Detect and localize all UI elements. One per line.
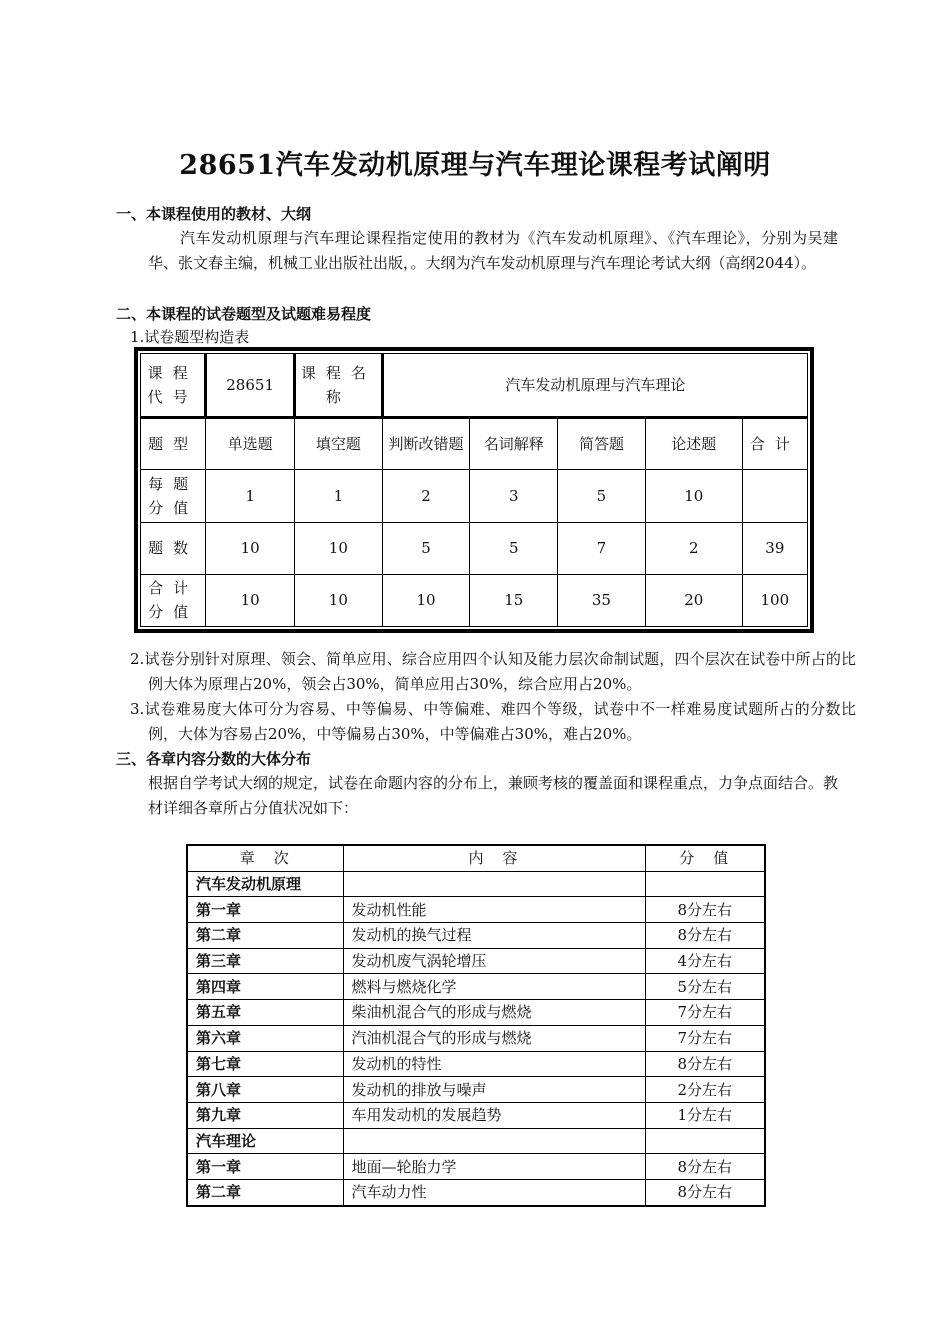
section-2-item-1: 1.试卷题型构造表 <box>130 328 250 346</box>
course-code-value: 28651 <box>206 354 295 418</box>
type-header-cell: 单选题 <box>206 418 295 470</box>
page-title: 28651汽车发动机原理与汽车理论课程考试阐明 <box>179 150 771 181</box>
type-header-cell: 填空题 <box>294 418 382 470</box>
content-cell: 发动机废气涡轮增压 <box>343 948 645 974</box>
table-cell: 5 <box>470 522 558 574</box>
table-row <box>187 974 765 1000</box>
table-header-row <box>187 845 765 871</box>
content-cell: 车用发动机的发展趋势 <box>343 1102 645 1128</box>
table-row <box>187 1179 765 1205</box>
section-3-heading: 三、各章内容分数的大体分布 <box>116 750 312 768</box>
chapter-cell: 第八章 <box>187 1077 343 1103</box>
table-cell: 10 <box>294 574 382 626</box>
content-cell: 发动机的特性 <box>343 1051 645 1077</box>
table-cell: 15 <box>470 574 558 626</box>
section-1-heading: 一、本课程使用的教材、大纲 <box>116 205 312 223</box>
table-cell: 10 <box>294 522 382 574</box>
table-row <box>141 354 808 418</box>
chapter-cell: 第六章 <box>187 1025 343 1051</box>
table-cell: 5 <box>382 522 470 574</box>
table-cell: 35 <box>558 574 646 626</box>
course-name-label: 课程名称 <box>294 354 382 418</box>
table-row <box>187 923 765 949</box>
chapter-cell: 第二章 <box>187 1179 343 1205</box>
content-cell: 地面—轮胎力学 <box>343 1154 645 1180</box>
group-row <box>187 871 765 897</box>
score-cell: 8分左右 <box>645 923 765 949</box>
chapter-cell: 第一章 <box>187 897 343 923</box>
score-cell: 1分左右 <box>645 1102 765 1128</box>
chapter-cell: 第九章 <box>187 1102 343 1128</box>
table-row <box>141 418 808 470</box>
score-cell: 7分左右 <box>645 1000 765 1026</box>
content-cell: 发动机的排放与噪声 <box>343 1077 645 1103</box>
course-code-label: 课程代号 <box>141 354 206 418</box>
type-header-cell: 论述题 <box>645 418 742 470</box>
table-cell: 1 <box>294 470 382 522</box>
section-3-text: 根据自学考试大纲的规定，试卷在命题内容的分布上，兼顾考核的覆盖面和课程重点，力争点面结合。教材详细各章所占分值状况如下： <box>148 774 839 817</box>
table-cell: 2 <box>645 522 742 574</box>
chapter-cell: 第五章 <box>187 1000 343 1026</box>
question-type-table-frame <box>134 347 814 633</box>
score-cell: 2分左右 <box>645 1077 765 1103</box>
score-cell <box>645 1128 765 1154</box>
table-row <box>187 897 765 923</box>
table-header-cell: 分 值 <box>645 845 765 871</box>
row-label: 题数 <box>141 522 206 574</box>
content-cell: 燃料与燃烧化学 <box>343 974 645 1000</box>
chapter-cell: 汽车发动机原理 <box>187 871 343 897</box>
type-header-cell: 名词解释 <box>470 418 558 470</box>
content-cell: 发动机的换气过程 <box>343 923 645 949</box>
table-cell: 20 <box>645 574 742 626</box>
table-row <box>187 1025 765 1051</box>
table-cell: 2 <box>382 470 470 522</box>
group-row <box>187 1128 765 1154</box>
table-row <box>187 1000 765 1026</box>
score-cell: 4分左右 <box>645 948 765 974</box>
table-cell: 10 <box>206 522 295 574</box>
score-cell: 8分左右 <box>645 1179 765 1205</box>
table-cell: 10 <box>382 574 470 626</box>
section-2-item-3: 3.试卷难易度大体可分为容易、中等偏易、中等偏难、难四个等级，试卷中不一样难易度试题所占的分数比例，大体为容易占20%，中等偏易占30%，中等偏难占30%，难占20%。 <box>130 700 856 743</box>
table-cell: 5 <box>558 470 646 522</box>
score-cell: 8分左右 <box>645 1051 765 1077</box>
course-name-value: 汽车发动机原理与汽车理论 <box>382 354 807 418</box>
section-2-item-2: 2.试卷分别针对原理、领会、简单应用、综合应用四个认知及能力层次命制试题，四个层次在试卷中所占的比例大体为原理占20%，领会占30%，简单应用占30%，综合应用占20%。 <box>130 650 856 693</box>
score-cell <box>645 871 765 897</box>
table-cell <box>742 470 807 522</box>
table-header-cell: 内 容 <box>343 845 645 871</box>
type-header-cell: 简答题 <box>558 418 646 470</box>
chapter-score-table <box>186 844 766 1207</box>
chapter-cell: 第四章 <box>187 974 343 1000</box>
table-header-cell: 章 次 <box>187 845 343 871</box>
table-row <box>187 1102 765 1128</box>
type-header-cell: 判断改错题 <box>382 418 470 470</box>
table-cell: 39 <box>742 522 807 574</box>
table-cell: 100 <box>742 574 807 626</box>
table-row <box>187 948 765 974</box>
question-type-table <box>140 353 808 627</box>
table-row <box>187 1154 765 1180</box>
type-header-cell: 合计 <box>742 418 807 470</box>
chapter-cell: 第二章 <box>187 923 343 949</box>
row-label: 每题分值 <box>141 470 206 522</box>
section-2-heading: 二、本课程的试卷题型及试题难易程度 <box>116 305 372 323</box>
table-cell: 10 <box>645 470 742 522</box>
table-row <box>187 1051 765 1077</box>
chapter-cell: 第七章 <box>187 1051 343 1077</box>
table-cell: 1 <box>206 470 295 522</box>
score-cell: 5分左右 <box>645 974 765 1000</box>
score-cell: 8分左右 <box>645 1154 765 1180</box>
table-cell: 3 <box>470 470 558 522</box>
table-row <box>141 574 808 626</box>
content-cell: 柴油机混合气的形成与燃烧 <box>343 1000 645 1026</box>
table-row <box>141 470 808 522</box>
section-1-text: 汽车发动机原理与汽车理论课程指定使用的教材为《汽车发动机原理》、《汽车理论》，分别为吴建华、张文春主编，机械工业出版社出版，。大纲为汽车发动机原理与汽车理论考试大纲（高纲2044）。 <box>148 229 838 272</box>
content-cell: 汽车动力性 <box>343 1179 645 1205</box>
table-cell: 7 <box>558 522 646 574</box>
content-cell: 汽油机混合气的形成与燃烧 <box>343 1025 645 1051</box>
table-cell: 10 <box>206 574 295 626</box>
chapter-cell: 汽车理论 <box>187 1128 343 1154</box>
content-cell: 发动机性能 <box>343 897 645 923</box>
row-label: 合计分值 <box>141 574 206 626</box>
content-cell <box>343 1128 645 1154</box>
table-row <box>187 1077 765 1103</box>
type-header-label: 题型 <box>141 418 206 470</box>
table-row <box>141 522 808 574</box>
score-cell: 7分左右 <box>645 1025 765 1051</box>
chapter-cell: 第一章 <box>187 1154 343 1180</box>
content-cell <box>343 871 645 897</box>
score-cell: 8分左右 <box>645 897 765 923</box>
chapter-cell: 第三章 <box>187 948 343 974</box>
